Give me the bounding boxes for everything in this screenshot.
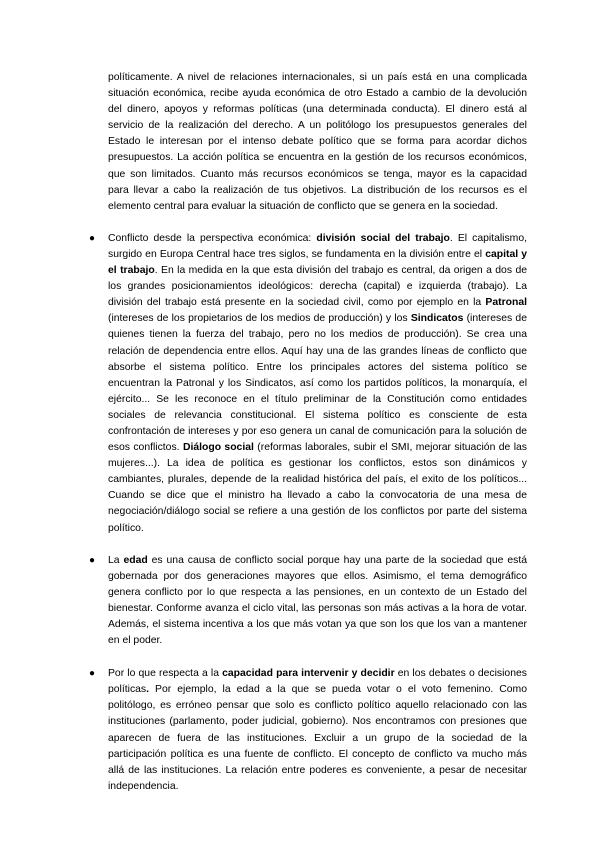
text-run: Por ejemplo, la edad a la que se pueda votar o el voto femenino. Como politólogo, es erróneo pensar que solo es conflicto político aquello relacionado con las instituciones (parlamento, poder judicial, gobierno). Nos encontramos con presiones que aparecen de fuera de las instituciones. Excluir a un grupo de la sociedad de la participación política es una fuente de conflicto. El concepto de conflicto va mucho más allá de las instituciones. La relación entre poderes es conveniente, a pesar de necesitar independencia. (108, 684, 527, 792)
bold-term: edad (123, 554, 148, 566)
text-run: es una causa de conflicto social porque hay una parte de la sociedad que está gobernada por dos generaciones mayores que ellos. Asimismo, el tema demográfico genera conflicto por lo que respecta a las pensiones, en un contexto de un Estado del bienestar. Conforme avanza el ciclo vital, las personas son más activas a la hora de votar. Además, el sistema incentiva a los que más votan ya que son los que los van a mantener en el poder. (108, 554, 527, 647)
bold-term: Patronal (485, 297, 527, 309)
bullet-paragraph (108, 666, 527, 795)
text-run: (reformas laborales, subir el SMI, mejorar situación de las mujeres...). La idea de política es gestionar los conflictos, estos son dinámicos y cambiantes, plurales, depende de la realidad histórica del país, el exito de los políticos... Cuando se dice que el ministro ha llevado a cabo la convocatoria de una mesa de negociación/diálogo social se refiere a una gestión de los conflictos por parte del sistema político. (108, 442, 527, 534)
bullet-paragraph (108, 231, 527, 537)
bullet-marker: ● (89, 668, 96, 680)
bold-term: capacidad para intervenir y decidir (222, 668, 395, 680)
bold-term: capital y el trabajo (108, 248, 527, 277)
text-run: La (108, 554, 124, 566)
bold-term: . (146, 684, 150, 696)
bullet-paragraph (108, 553, 527, 650)
text-run: . El capitalismo, surgido en Europa Central hace tres siglos, se fundamenta en la división entre el (108, 232, 527, 260)
text-run: Conflicto desde la perspectiva económica: (108, 232, 317, 244)
text-run: (intereses de los propietarios de los medios de producción) y los (108, 313, 411, 325)
bullet-marker: ● (89, 232, 96, 244)
bold-term: división social del trabajo (316, 232, 450, 244)
document-body (89, 70, 528, 795)
intro-paragraph: políticamente. A nivel de relaciones internacionales, si un país está en una complicada situación económica, recibe ayuda económica de otro Estado a cambio de la devolución del dinero, apoyos y reformas políticas (una determinada conducta). El dinero está al servicio de la realización del derecho. A un politólogo los presupuestos generales del Estado le interesan por el intenso debate político que se forma para acordar dichos presupuestos. La acción política se encuentra en la gestión de los recursos económicos, que son limitados. Cuanto más recursos económicos se tenga, mayor es la capacidad para llevar a cabo la realización de tus objetivos. La distribución de los recursos es el elemento central para evaluar la situación de conflicto que se genera en la sociedad. (108, 72, 527, 212)
bold-term: Diálogo social (182, 442, 254, 454)
text-run: en los debates o decisiones políticas (108, 668, 527, 696)
text-run: (intereses de quienes tienen la fuerza del trabajo, pero no los medios de producción). Se crea una relación de dependencia entre ellos. Aquí hay una de las grandes líneas de conflicto que absorbe el sistema político. Entre los principales actores del sistema político se encuentran la Patronal y los Sindicatos, así como los partidos políticos, la monarquía, el ejército... Se les reconoce en el título preliminar de la Constitución como entidades sociales de relevancia constitucional. El sistema político es consciente de esta confrontación de intereses y por eso genera un canal de comunicación para la solución de esos conflictos. (108, 313, 527, 454)
bullet-marker: ● (89, 554, 96, 566)
bold-term: Sindicatos (410, 313, 464, 325)
text-run: . En la medida en la que esta división del trabajo es central, da origen a dos de los grandes posicionamientos ideológicos: derecha (capital) e izquierda (trabajo). La división del trabajo está presente en la sociedad civil, como por ejemplo en la (108, 265, 528, 309)
bullet-item-division-trabajo (89, 231, 528, 537)
bullet-item-edad (89, 553, 527, 650)
text-run: Por lo que respecta a la (108, 668, 223, 680)
bullet-item-capacidad (89, 666, 527, 795)
